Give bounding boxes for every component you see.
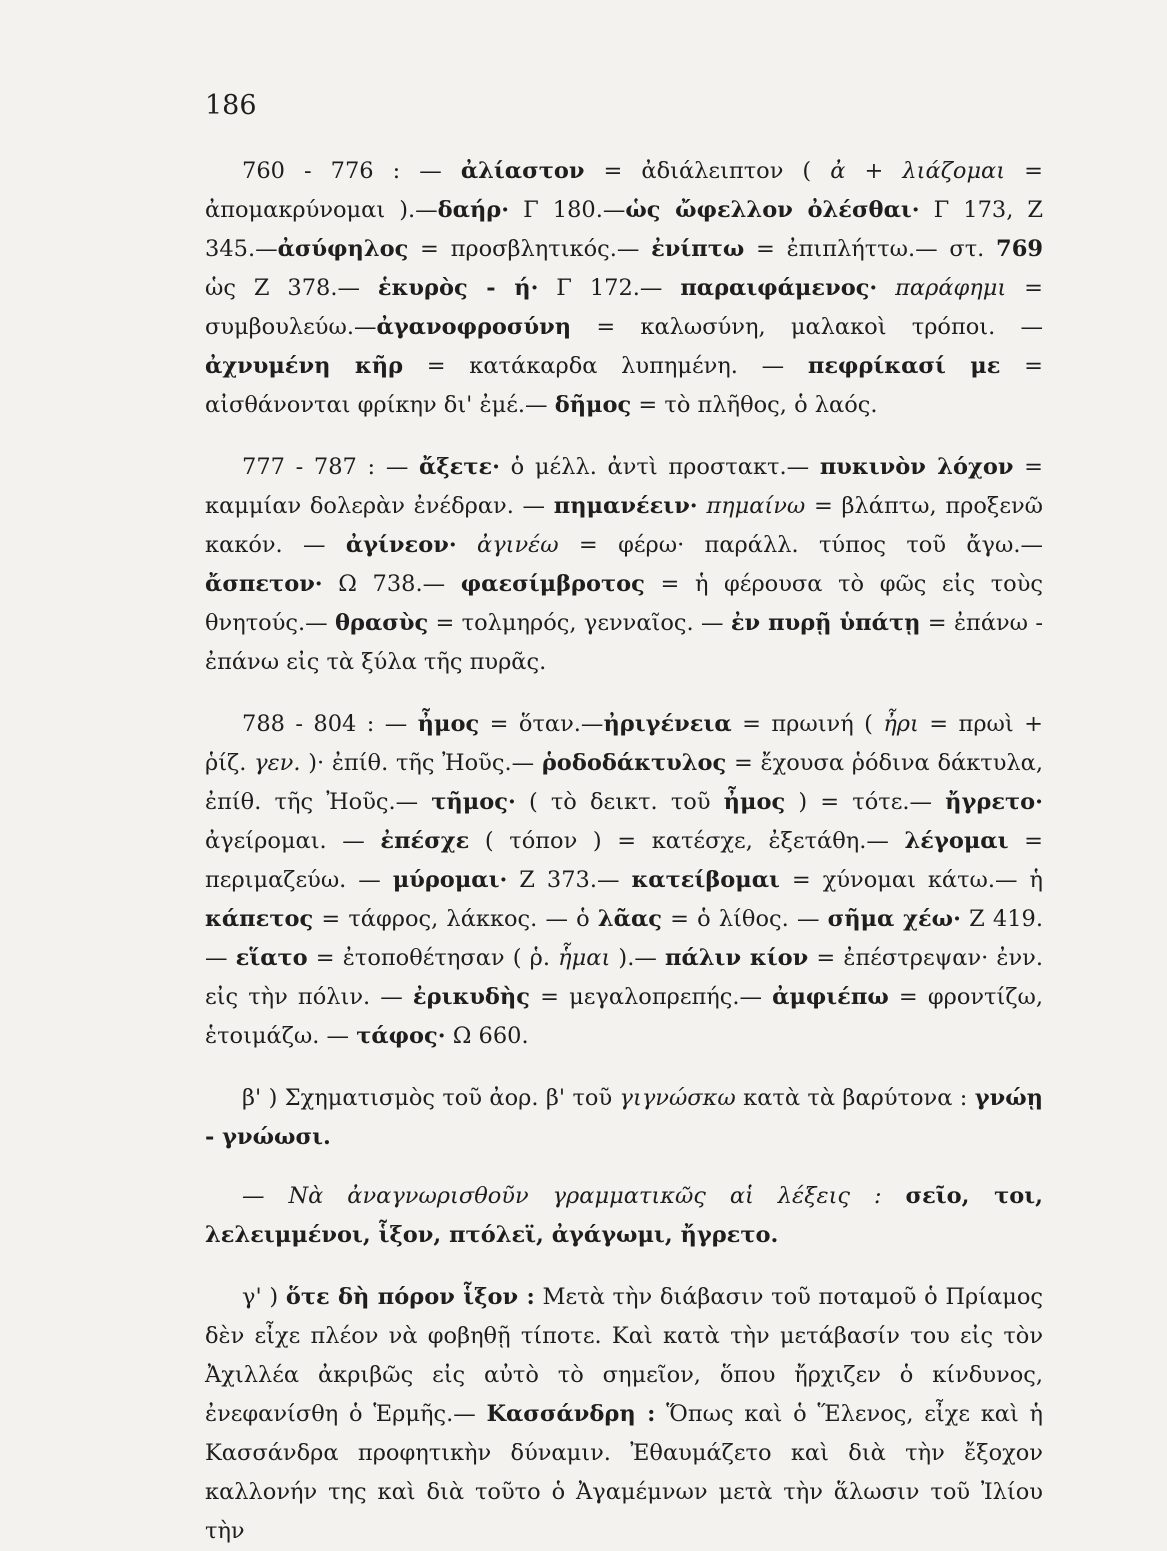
text-run: Ω 738.— xyxy=(322,571,461,597)
text-run: 777 - 787 : — xyxy=(242,454,420,480)
bold-term: ἤγρετο· xyxy=(945,789,1043,815)
bold-term: ἀμφιέπω xyxy=(772,984,889,1010)
text-run: ἀγείρομαι. — xyxy=(205,828,381,854)
text-run: = βλάπτω, προξενῶ κακόν. — xyxy=(205,493,1043,558)
bold-term: ἐν πυρῇ ὑπάτῃ xyxy=(730,610,921,636)
paragraph-exercise xyxy=(205,1177,1043,1255)
bold-term: ἐνίπτω xyxy=(651,236,745,262)
text-run: β' ) Σχηματισμὸς τοῦ ἀορ. β' τοῦ xyxy=(242,1085,620,1111)
text-run: Γ 180.— xyxy=(509,197,626,223)
text-run: = ἐπιπλήττω.— στ. xyxy=(744,236,997,262)
text-run: Ω 660. xyxy=(445,1023,529,1049)
bold-term: θρασὺς xyxy=(334,610,429,636)
paragraph-gap xyxy=(205,1157,1043,1177)
italic-text: ἧμαι xyxy=(558,945,611,971)
paragraph-gap xyxy=(205,425,1043,448)
bold-term: Κασσάνδρη : xyxy=(486,1401,656,1427)
text-run: ὡς Ζ 378.— xyxy=(205,275,378,301)
bold-term: ἦμος xyxy=(417,711,480,737)
italic-text: γεν. xyxy=(254,750,301,776)
text-run: = συμβουλεύω.— xyxy=(205,275,1043,340)
bold-term: λέγομαι xyxy=(904,828,1009,854)
text-run: )· ἐπίθ. τῆς Ἠοῦς.— xyxy=(300,750,542,776)
text-run: Γ 173, Ζ 345.— xyxy=(205,197,1043,262)
text-run: = φέρω· παράλλ. τύπος τοῦ ἄγω.— xyxy=(558,532,1044,558)
page-number: 186 xyxy=(205,90,257,121)
text-run: = κατάκαρδα λυπημένη. — xyxy=(403,353,808,379)
text-run: = ἐπέστρεψαν· ἐνν. εἰς τὴν πόλιν. — xyxy=(205,945,1043,1010)
text-run: = ἐτοποθέτησαν ( ῥ. xyxy=(307,945,559,971)
text-run: = τάφρος, λάκκος. — ὁ xyxy=(313,906,598,932)
text-run: ( τόπον ) = κατέσχε, ἐξετάθη.— xyxy=(469,828,905,854)
text-run: ( τὸ δεικτ. τοῦ xyxy=(515,789,724,815)
bold-term: ἐρικυδὴς xyxy=(412,984,530,1010)
text-run: = ὅταν.— xyxy=(479,711,604,737)
text-run: = ἀπομακρύνομαι ).— xyxy=(205,158,1043,223)
body-text xyxy=(205,152,1043,1551)
bold-term: ὅτε δὴ πόρον ἷξον : xyxy=(285,1284,535,1310)
bold-term: ἄξετε· xyxy=(419,454,500,480)
bold-term: φαεσίμβροτος xyxy=(460,571,645,597)
italic-text: πημαίνω xyxy=(706,493,806,519)
text-run: 760 - 776 : — xyxy=(242,158,461,184)
text-run: Γ 172.— xyxy=(538,275,681,301)
text-run: = ἐπάνω - ἐπάνω εἰς τὰ ξύλα τῆς πυρᾶς. xyxy=(205,610,1043,675)
bold-term: τάφος· xyxy=(356,1023,446,1049)
text-run: Ζ 419.— xyxy=(205,906,1043,971)
text-run: = προσβλητικός.— xyxy=(408,236,652,262)
text-run: = περιμαζεύω. — xyxy=(205,828,1043,893)
italic-text: — Νὰ ἀναγνωρισθοῦν γραμματικῶς αἱ λέξεις : xyxy=(242,1183,882,1209)
bold-term: τῆμος· xyxy=(431,789,516,815)
bold-term: ἀχνυμένη κῆρ xyxy=(205,353,404,379)
paragraph-gap xyxy=(205,1255,1043,1278)
bold-term: δαήρ· xyxy=(437,197,510,223)
bold-term: ἠριγένεια xyxy=(603,711,732,737)
bold-term: κατείβομαι xyxy=(631,867,780,893)
text-run: Ζ 373.— xyxy=(507,867,632,893)
bold-term: ἀσύφηλος xyxy=(277,236,409,262)
bold-term: ἀγίνεον· xyxy=(345,532,457,558)
text-run: ).— xyxy=(610,945,665,971)
text-run: Ὅπως καὶ ὁ Ἕλενος, εἶχε καὶ ἡ Κασσάνδρα προφητικὴν δύναμιν. Ἐθαυμάζετο καὶ διὰ τὴν ἔξοχον καλλονήν της καὶ διὰ τοῦτο ὁ Ἀγαμέμνων μετὰ τὴν ἅλωσιν τοῦ Ἰλίου τὴν xyxy=(205,1401,1043,1544)
text-run: = αἰσθάνονται φρίκην δι' ἐμέ.— xyxy=(205,353,1043,418)
bold-term: γνώῃ - γνώωσι. xyxy=(205,1085,1043,1150)
bold-term: ἐπέσχε xyxy=(380,828,470,854)
text-run: = τολμηρός, γενναῖος. — xyxy=(428,610,731,636)
bold-term: ῥοδοδάκτυλος xyxy=(541,750,727,776)
bold-term: εἵατο xyxy=(235,945,308,971)
bold-term: ἀγανοφροσύνη xyxy=(376,314,572,340)
text-run: = χύνομαι κάτω.— ἡ xyxy=(779,867,1043,893)
italic-text: ἀ xyxy=(830,158,846,184)
bold-term: ἑκυρὸς - ή· xyxy=(377,275,539,301)
text-run: = καμμίαν δολερὰν ἐνέδραν. — xyxy=(205,454,1043,519)
text-run: + xyxy=(845,158,903,184)
bold-term: πυκινὸν λόχον xyxy=(819,454,1014,480)
text-run: = πρωινή ( xyxy=(731,711,884,737)
bold-term: κάπετος xyxy=(205,906,314,932)
bold-term: πεφρίκασί με xyxy=(807,353,1001,379)
italic-text: γιγνώσκω xyxy=(619,1085,736,1111)
text-run: = ἔχουσα ῥόδινα δάκτυλα, ἐπίθ. τῆς Ἠοῦς.— xyxy=(205,750,1043,815)
text-run xyxy=(457,532,477,558)
bold-term: δῆμος xyxy=(554,392,632,418)
bold-term: ἀλίαστον xyxy=(460,158,585,184)
text-run xyxy=(882,1183,906,1209)
paragraph-commentary xyxy=(205,1278,1043,1551)
text-run: = καλωσύνη, μαλακοὶ τρόποι. — xyxy=(571,314,1043,340)
italic-text: ἦρι xyxy=(883,711,919,737)
text-run: Μετὰ τὴν διάβασιν τοῦ ποταμοῦ ὁ Πρίαμος δὲν εἶχε πλέον νὰ φοβηθῇ τίποτε. Καὶ κατὰ τὴν μετάβασίν του εἰς τὸν Ἀχιλλέα ἀκριβῶς εἰς αὐτὸ τὸ σημεῖον, ὅπου ἤρχιζεν ὁ κίνδυνος, ἐνεφανίσθη ὁ Ἑρμῆς.— xyxy=(205,1284,1043,1427)
text-run: = ὁ λίθος. — xyxy=(661,906,828,932)
italic-text: λιάζομαι xyxy=(902,158,1006,184)
text-run: = μεγαλοπρεπής.— xyxy=(530,984,773,1010)
text-run: = τὸ πλῆθος, ὁ λαός. xyxy=(631,392,878,418)
paragraph-gap xyxy=(205,682,1043,705)
paragraph-lines-760-776 xyxy=(205,152,1043,425)
text-run: κατὰ τὰ βαρύτονα : xyxy=(735,1085,975,1111)
bold-term: ὡς ὤφελλον ὀλέσθαι· xyxy=(625,197,920,223)
text-run xyxy=(877,275,895,301)
text-run: 788 - 804 : — xyxy=(242,711,418,737)
text-run: = φροντίζω, ἑτοιμάζω. — xyxy=(205,984,1044,1049)
bold-term: μύρομαι· xyxy=(392,867,508,893)
bold-term: ἦμος xyxy=(723,789,786,815)
paragraph-lines-777-787 xyxy=(205,448,1043,682)
text-run: γ' ) xyxy=(242,1284,286,1310)
bold-term: σεῖο, τοι, λελειμμένοι, ἷξον, πτόλεϊ, ἀγάγωμι, ἤγρετο. xyxy=(205,1183,1044,1248)
text-run: ὁ μέλλ. ἀντὶ προστακτ.— xyxy=(500,454,820,480)
bold-term: λᾶας xyxy=(597,906,662,932)
paragraph-aorist-formation xyxy=(205,1079,1043,1157)
text-run: = ἡ φέρουσα τὸ φῶς εἰς τοὺς θνητούς.— xyxy=(205,571,1043,636)
italic-text: παράφημι xyxy=(895,275,1007,301)
italic-text: ἀγινέω xyxy=(477,532,559,558)
bold-term: ἄσπετον· xyxy=(205,571,323,597)
bold-term: σῆμα χέω· xyxy=(827,906,961,932)
bold-term: πάλιν κίον xyxy=(665,945,809,971)
bold-term: 769 xyxy=(996,236,1044,262)
text-run: = πρωὶ + ῥίζ. xyxy=(205,711,1043,776)
paragraph-lines-788-804 xyxy=(205,705,1043,1056)
text-run: = ἀδιάλειπτον ( xyxy=(584,158,831,184)
text-run: ) = τότε.— xyxy=(785,789,946,815)
bold-term: παραιφάμενος· xyxy=(680,275,878,301)
bold-term: πημανέειν· xyxy=(553,493,698,519)
paragraph-gap xyxy=(205,1056,1043,1079)
